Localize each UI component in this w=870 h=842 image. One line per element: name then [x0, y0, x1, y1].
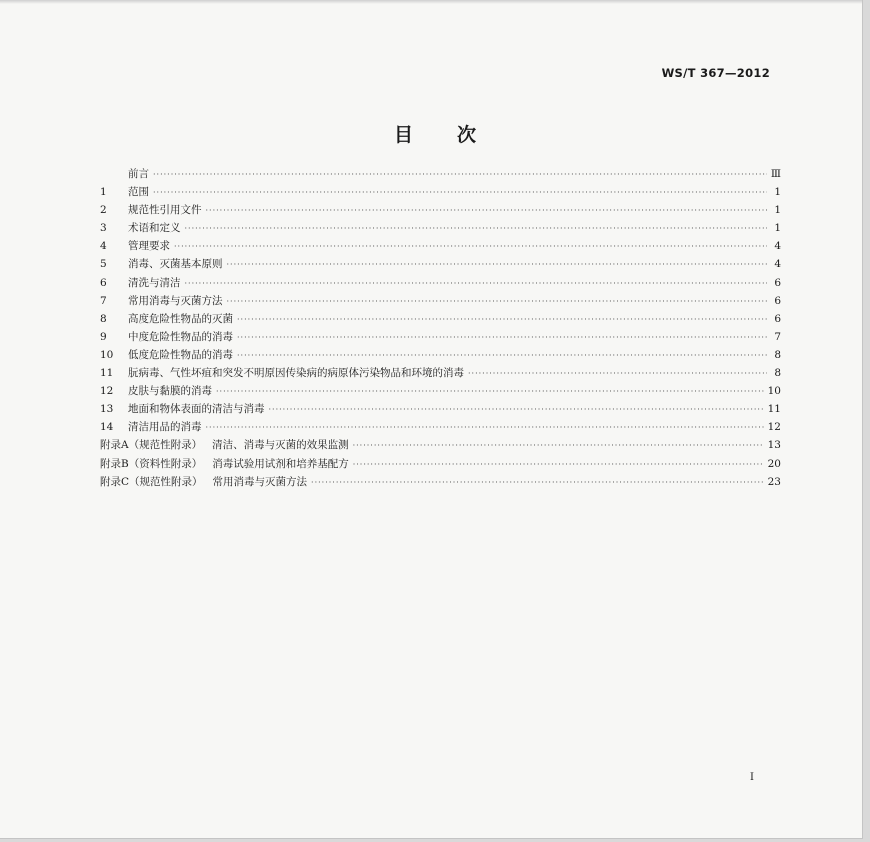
toc-leader-dots [227, 260, 768, 269]
toc-entry-title: 高度危险性物品的灭菌 [128, 312, 233, 325]
toc-appendix-entry[interactable] [100, 474, 781, 492]
toc-entry-number: 13 [100, 403, 114, 416]
toc-entry-page: 1 [774, 186, 781, 199]
toc-entry-page: 1 [774, 204, 781, 217]
toc-leader-dots [269, 405, 764, 414]
toc-leader-dots [185, 224, 768, 233]
toc-entry-title: 范围 [128, 186, 149, 199]
toc-entry-number: 2 [100, 204, 107, 217]
table-of-contents [100, 166, 781, 492]
toc-entry[interactable] [100, 220, 781, 238]
toc-leader-dots [353, 460, 764, 469]
toc-entry-page: 7 [774, 330, 781, 343]
toc-entry-title: 规范性引用文件 [128, 204, 202, 217]
toc-entry-title: 地面和物体表面的清洁与消毒 [128, 403, 265, 416]
toc-leader-dots [353, 441, 764, 450]
toc-leader-dots [206, 206, 768, 215]
toc-entry-page: 10 [767, 385, 781, 398]
toc-leader-dots [185, 279, 768, 288]
toc-leader-dots [468, 369, 767, 378]
toc-entry-page: 12 [767, 421, 781, 434]
toc-entry-title: 清洗与清洁 [128, 276, 181, 289]
toc-appendix-entry[interactable] [100, 437, 781, 455]
toc-leader-dots [206, 423, 764, 432]
toc-entry-page: 6 [774, 312, 781, 325]
toc-appendix-label: 附录C（规范性附录） [100, 475, 203, 488]
toc-entry-page: 4 [774, 240, 781, 253]
toc-entry-title: 清洁、消毒与灭菌的效果监测 [212, 439, 349, 452]
toc-title: 目次 [393, 124, 520, 146]
toc-entry-number: 1 [100, 186, 107, 199]
toc-leader-dots [311, 478, 764, 487]
toc-entry-title: 常用消毒与灭菌方法 [212, 475, 308, 488]
toc-entry[interactable] [100, 293, 781, 311]
toc-entry[interactable] [100, 202, 781, 220]
toc-leader-dots [153, 170, 767, 179]
toc-entry[interactable] [100, 383, 781, 401]
toc-entry-page: 23 [767, 475, 781, 488]
toc-leader-dots [174, 242, 767, 251]
toc-entry-page: 1 [774, 222, 781, 235]
toc-entry[interactable] [100, 275, 781, 293]
toc-entry-title: 朊病毒、气性坏疽和突发不明原因传染病的病原体污染物品和环境的消毒 [128, 367, 464, 380]
toc-entry[interactable] [100, 401, 781, 419]
toc-entry-number: 11 [100, 367, 114, 380]
toc-entry[interactable] [100, 256, 781, 274]
toc-entry-number: 4 [100, 240, 107, 253]
toc-appendix-label: 附录B（资料性附录） [100, 457, 203, 470]
toc-entry[interactable] [100, 184, 781, 202]
toc-leader-dots [237, 315, 767, 324]
toc-entry-title: 中度危险性物品的消毒 [128, 330, 233, 343]
toc-entry-title: 前言 [128, 168, 149, 180]
toc-leader-dots [216, 387, 764, 396]
toc-entry[interactable] [100, 329, 781, 347]
toc-entry-title: 清洁用品的消毒 [128, 421, 202, 434]
toc-entry-title: 消毒试验用试剂和培养基配方 [212, 457, 349, 470]
toc-leader-dots [237, 333, 767, 342]
toc-leader-dots [227, 297, 768, 306]
toc-entry-number: 3 [100, 222, 107, 235]
toc-entry[interactable] [100, 166, 781, 184]
toc-entry-number: 7 [100, 294, 107, 307]
toc-entry-title: 消毒、灭菌基本原则 [128, 258, 223, 271]
toc-entry-number: 9 [100, 330, 107, 343]
standard-code: WS/T 367—2012 [661, 66, 770, 80]
toc-entry-number: 5 [100, 258, 107, 271]
toc-entry-title: 皮肤与黏膜的消毒 [128, 385, 212, 398]
toc-leader-dots [237, 351, 767, 360]
toc-leader-dots [153, 188, 767, 197]
page-number: I [750, 772, 754, 783]
toc-entry-page: 20 [767, 457, 781, 470]
toc-entry-title: 常用消毒与灭菌方法 [128, 294, 223, 307]
toc-entry-number: 14 [100, 421, 114, 434]
toc-appendix-entry[interactable] [100, 456, 781, 474]
toc-entry-number: 10 [100, 348, 114, 361]
toc-entry-page: 6 [774, 276, 781, 289]
toc-entry-page: 11 [767, 403, 781, 416]
toc-entry-title: 管理要求 [128, 240, 170, 253]
toc-entry-page: 6 [774, 294, 781, 307]
toc-entry[interactable] [100, 347, 781, 365]
toc-entry-number: 12 [100, 385, 114, 398]
toc-entry-number: 8 [100, 312, 107, 325]
toc-entry[interactable] [100, 238, 781, 256]
toc-entry[interactable] [100, 419, 781, 437]
toc-entry-page: Ⅲ [770, 168, 781, 180]
toc-entry-page: 8 [774, 348, 781, 361]
toc-appendix-label: 附录A（规范性附录） [100, 439, 203, 452]
toc-entry[interactable] [100, 365, 781, 383]
scan-edge-shadow [0, 0, 862, 4]
toc-entry-title: 低度危险性物品的消毒 [128, 348, 233, 361]
toc-entry-number: 6 [100, 276, 107, 289]
toc-entry[interactable] [100, 311, 781, 329]
toc-entry-page: 13 [767, 439, 781, 452]
toc-entry-page: 8 [774, 367, 781, 380]
toc-entry-page: 4 [774, 258, 781, 271]
toc-entry-title: 术语和定义 [128, 222, 181, 235]
